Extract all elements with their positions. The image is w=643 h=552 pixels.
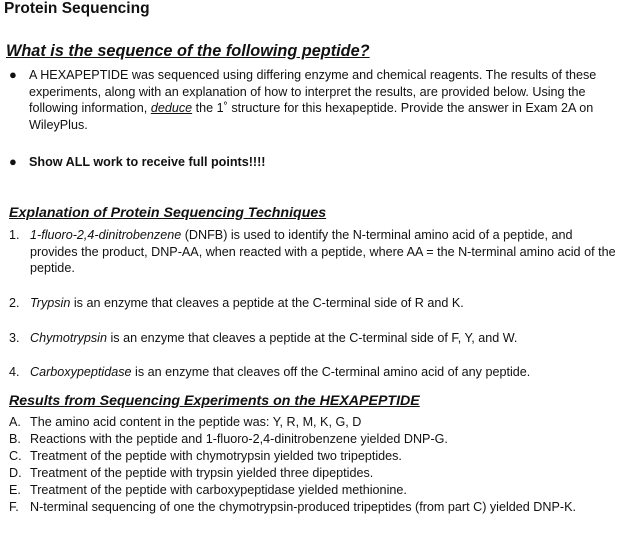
technique-term: Trypsin <box>30 296 71 310</box>
technique-term: 1-fluoro-2,4-dinitrobenzene <box>30 228 182 242</box>
item-letter: F. <box>9 500 19 514</box>
result-text: N-terminal sequencing of one the chymotrypsin-produced tripeptides (from part C) yielded DNP-K. <box>30 500 576 514</box>
technique-item <box>9 364 620 381</box>
technique-item <box>9 227 620 277</box>
page-title: Protein Sequencing <box>4 0 150 17</box>
question-heading: What is the sequence of the following peptide? <box>6 42 370 60</box>
result-text: Treatment of the peptide with trypsin yielded three dipeptides. <box>30 466 374 480</box>
show-work-bullet <box>9 154 629 171</box>
result-item <box>9 465 640 482</box>
item-number: 1. <box>9 228 20 242</box>
results-heading: Results from Sequencing Experiments on the HEXAPEPTIDE <box>9 393 420 409</box>
instruction-bullet <box>9 67 629 133</box>
instruction-text-part2: the 1˚ structure for this hexapeptide. Provide the answer in Exam 2A on WileyPlus. <box>29 101 594 132</box>
technique-item <box>9 295 620 312</box>
technique-text: is an enzyme that cleaves a peptide at the C-terminal side of R and K. <box>70 296 464 310</box>
deduce-word: deduce <box>150 101 193 116</box>
result-item <box>9 448 640 465</box>
result-text: Treatment of the peptide with chymotrypsin yielded two tripeptides. <box>30 449 402 463</box>
instruction-text-part1: A HEXAPEPTIDE was sequenced using differing enzyme and chemical reagents. The results of these experiments, along with an explanation of how to interpret the results, are provided below. Using the following information, <box>29 68 597 116</box>
item-number: 3. <box>9 331 20 345</box>
result-text: Reactions with the peptide and 1-fluoro-2,4-dinitrobenzene yielded DNP-G. <box>30 432 448 446</box>
technique-text: is an enzyme that cleaves off the C-terminal amino acid of any peptide. <box>131 365 531 379</box>
item-letter: D. <box>9 466 22 480</box>
techniques-heading: Explanation of Protein Sequencing Techniques <box>9 205 327 221</box>
result-item <box>9 499 640 516</box>
item-letter: B. <box>9 432 21 446</box>
bullet-icon: ● <box>9 67 17 82</box>
item-letter: A. <box>9 415 21 429</box>
technique-term: Chymotrypsin <box>30 331 107 345</box>
result-item <box>9 414 640 431</box>
technique-text: (DNFB) is used to identify the N-terminal amino acid of a peptide, and provides the product, DNP-AA, when reacted with a peptide, where AA = the N-terminal amino acid of the peptide. <box>30 228 616 276</box>
item-number: 4. <box>9 365 20 379</box>
item-letter: C. <box>9 449 22 463</box>
technique-term: Carboxypeptidase <box>30 365 132 379</box>
result-text: Treatment of the peptide with carboxypeptidase yielded methionine. <box>30 483 407 497</box>
result-item <box>9 431 640 448</box>
bullet-icon: ● <box>9 154 17 169</box>
result-text: The amino acid content in the peptide was: Y, R, M, K, G, D <box>30 415 362 429</box>
item-letter: E. <box>9 483 21 497</box>
show-work-text: Show ALL work to receive full points!!!! <box>29 155 266 169</box>
technique-text: is an enzyme that cleaves a peptide at the C-terminal side of F, Y, and W. <box>106 331 518 345</box>
technique-item <box>9 330 620 347</box>
result-item <box>9 482 640 499</box>
item-number: 2. <box>9 296 20 310</box>
